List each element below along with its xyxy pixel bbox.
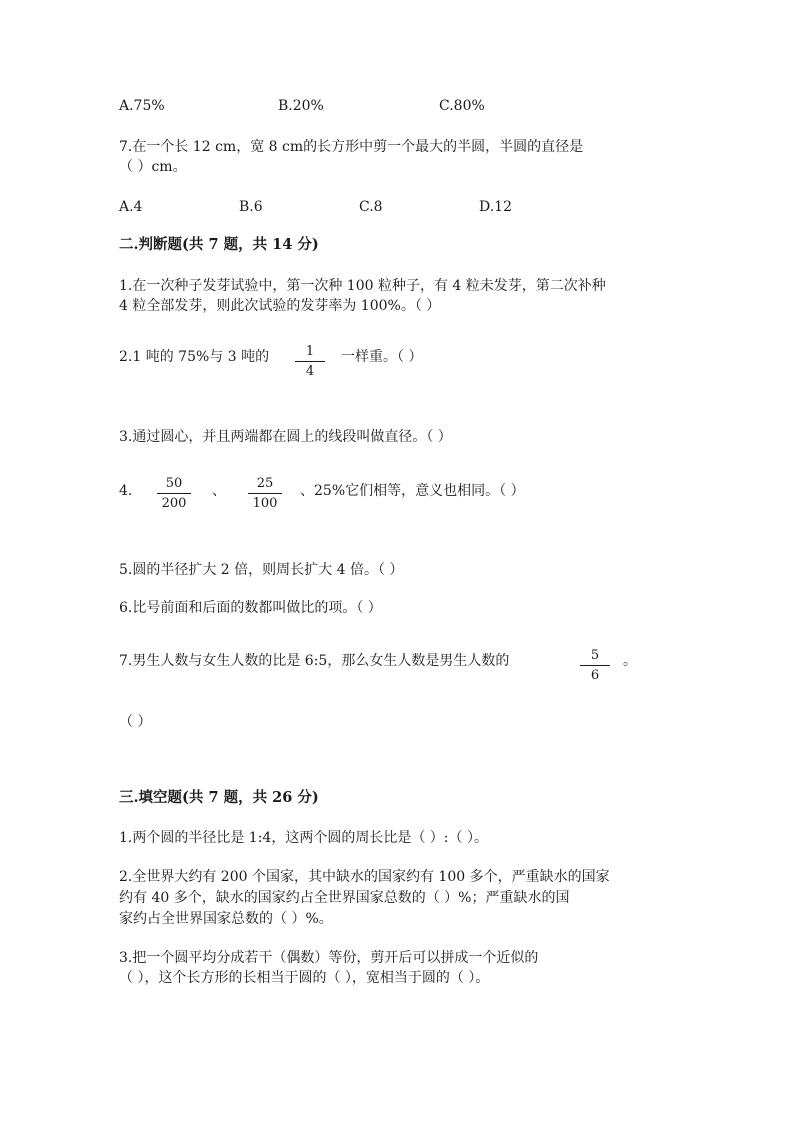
judge-q7-text: 7.男生人数与女生人数的比是 6:5，那么女生人数是男生人数的 [119, 653, 510, 669]
option-a: A.4 [119, 199, 143, 215]
option-c: C.8 [359, 199, 383, 215]
judge-q4-separator: 、 [212, 483, 226, 499]
judge-q4-number: 4. [119, 483, 133, 499]
judge-q2-text: 2.1 吨的 75%与 3 吨的 [119, 349, 270, 365]
fraction-numerator: 1 [305, 344, 315, 359]
judge-q2-text-b: 一样重。（ ） [341, 349, 423, 365]
question-7-line2: （ ）cm。 [119, 159, 187, 175]
fraction-5-6 [580, 648, 610, 683]
fraction-denominator: 4 [305, 364, 315, 379]
judge-q3: 3.通过圆心，并且两端都在圆上的线段叫做直径。（ ） [119, 429, 452, 445]
fill-q2-line1: 2.全世界大约有 200 个国家，其中缺水的国家约有 100 多个，严重缺水的国家 [119, 869, 610, 885]
fill-q1: 1.两个圆的半径比是 1:4，这两个圆的周长比是（ ）:（ ）。 [119, 830, 488, 846]
fill-q2-line3: 家约占全世界国家总数的（ ）%。 [119, 911, 333, 927]
option-d: D.12 [479, 199, 512, 215]
fraction-denominator: 200 [161, 496, 187, 511]
option-a: A.75% [119, 98, 165, 114]
fraction-25-100 [248, 476, 282, 511]
option-b: B.6 [239, 199, 263, 215]
judge-q1-line1: 1.在一次种子发芽试验中，第一次种 100 粒种子，有 4 粒未发芽，第二次补种 [119, 278, 606, 294]
fraction-numerator: 25 [256, 476, 274, 491]
judge-q7-paren: （ ） [119, 714, 152, 730]
judge-q7-text-b: 。 [623, 653, 637, 669]
section-2-heading: 二.判断题(共 7 题，共 14 分) [119, 236, 319, 253]
judge-q5: 5.圆的半径扩大 2 倍，则周长扩大 4 倍。（ ） [119, 562, 404, 578]
fraction-numerator: 50 [165, 476, 183, 491]
fraction-denominator: 100 [252, 496, 278, 511]
option-b: B.20% [278, 98, 324, 114]
question-7-line1: 7.在一个长 12 cm，宽 8 cm的长方形中剪一个最大的半圆，半圆的直径是 [119, 139, 584, 155]
option-c: C.80% [439, 98, 485, 114]
fraction-bar [157, 493, 191, 494]
judge-q4-text: 、25%它们相等，意义也相同。（ ） [300, 483, 525, 499]
fill-q3-line1: 3.把一个圆平均分成若干（偶数）等份，剪开后可以拼成一个近似的 [119, 950, 539, 966]
judge-q1-line2: 4 粒全部发芽，则此次试验的发芽率为 100%。（ ） [119, 298, 441, 314]
judge-q6: 6.比号前面和后面的数都叫做比的项。（ ） [119, 600, 382, 616]
fraction-numerator: 5 [590, 648, 600, 663]
fraction-bar [295, 361, 325, 362]
fill-q2-line2: 约有 40 多个，缺水的国家约占全世界国家总数的（ ）%；严重缺水的国 [119, 890, 570, 906]
fill-q3-line2: （ ），这个长方形的长相当于圆的（ ），宽相当于圆的（ ）。 [119, 970, 490, 986]
fraction-50-200 [157, 476, 191, 511]
fraction-bar [248, 493, 282, 494]
fraction-1-4 [295, 344, 325, 379]
fraction-bar [580, 665, 610, 666]
section-3-heading: 三.填空题(共 7 题，共 26 分) [119, 789, 319, 806]
fraction-denominator: 6 [590, 668, 600, 683]
